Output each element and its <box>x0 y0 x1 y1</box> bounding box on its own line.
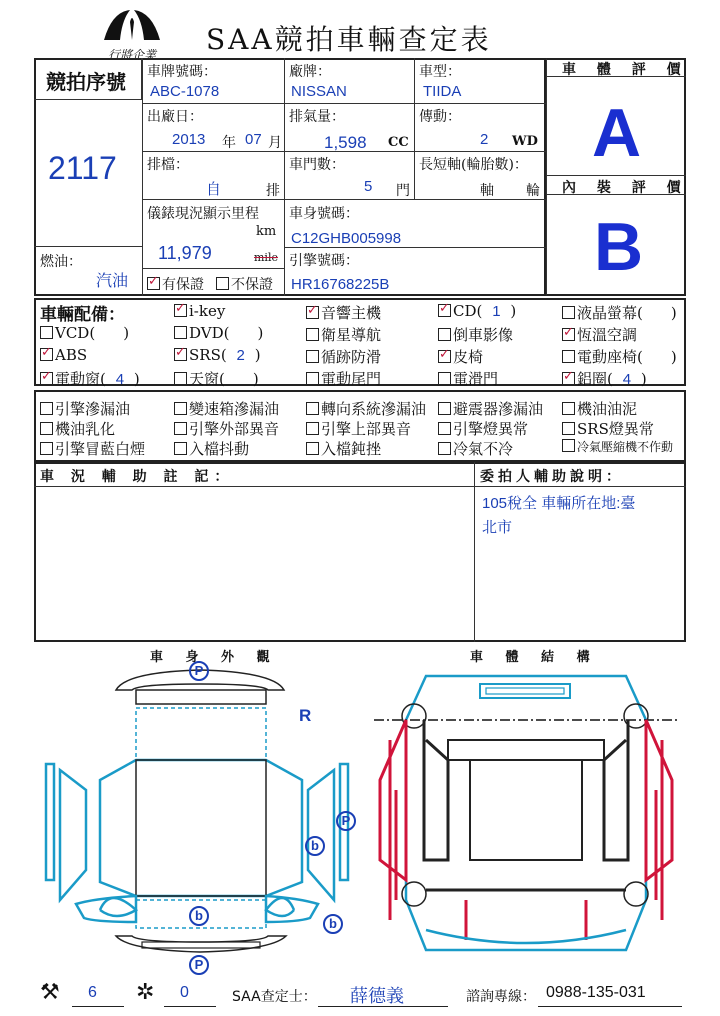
equipment-paren: ) <box>640 370 647 388</box>
equipment-paren: ) <box>257 324 264 342</box>
equipment-paren: ) <box>510 302 517 320</box>
issue-item[interactable] <box>562 418 654 439</box>
equipment-label: 車輛配備： <box>40 305 125 325</box>
mileage-unit-km: km <box>256 224 277 239</box>
equipment-paren: ) <box>670 348 677 366</box>
mileage-value: 11,979 <box>158 243 212 263</box>
month-unit: 月 <box>268 135 282 151</box>
axle-unit-1: 軸 <box>480 183 494 199</box>
drive-unit: WD <box>512 134 538 149</box>
equipment-label: 鋁圈( <box>577 370 613 388</box>
interior-grade-label: 內 裝 評 價 <box>562 180 689 196</box>
issue-label: 機油油泥 <box>577 400 638 418</box>
equipment-paren: ) <box>252 370 259 388</box>
issue-label: 轉向系統滲漏油 <box>321 400 427 418</box>
equipment-checkbox[interactable] <box>562 328 575 341</box>
issue-item[interactable] <box>438 398 543 419</box>
plate-value: ABC-1078 <box>150 83 220 100</box>
issue-label: 引擎滲漏油 <box>55 400 131 418</box>
issue-label: 機油乳化 <box>55 420 116 438</box>
equipment-item[interactable] <box>562 346 677 367</box>
equipment-label: 恆溫空調 <box>577 326 638 344</box>
equipment-checkbox[interactable] <box>174 326 187 339</box>
trans-unit: 排 <box>266 183 280 199</box>
equipment-checkbox[interactable] <box>438 350 451 363</box>
inspector-name: 薛德義 <box>350 986 404 1006</box>
equipment-label: 循跡防滑 <box>321 348 382 366</box>
damage-mark-b-corner: b <box>323 914 343 934</box>
equipment-item[interactable] <box>306 346 381 367</box>
issue-label: 變速箱滲漏油 <box>189 400 280 418</box>
equipment-qty: 2 <box>236 347 245 364</box>
equipment-checkbox[interactable] <box>438 328 451 341</box>
year-value: 2013 <box>172 131 206 148</box>
equipment-checkbox[interactable] <box>438 304 451 317</box>
issue-item[interactable] <box>306 398 426 419</box>
issue-item[interactable] <box>438 438 513 459</box>
issue-item[interactable] <box>306 438 381 459</box>
equipment-checkbox[interactable] <box>174 372 187 385</box>
issue-checkbox[interactable] <box>40 402 53 415</box>
consignor-notes-label: 委拍人輔助說明： <box>480 469 624 485</box>
trans-label: 排檔： <box>147 157 189 173</box>
auction-no-label: 競拍序號 <box>46 70 126 94</box>
issue-item[interactable] <box>40 398 130 419</box>
equipment-item[interactable] <box>174 302 225 320</box>
issue-checkbox[interactable] <box>174 402 187 415</box>
equipment-checkbox[interactable] <box>174 304 187 317</box>
body-grade: A <box>592 95 642 171</box>
issue-label: 引擎外部異音 <box>189 420 280 438</box>
issue-item[interactable] <box>174 418 279 439</box>
equipment-item[interactable] <box>438 324 513 345</box>
equipment-item[interactable] <box>306 368 381 389</box>
consignor-notes-line-2: 北市 <box>482 519 513 536</box>
structure-diagram <box>366 660 686 970</box>
drive-value: 2 <box>480 131 489 148</box>
issue-label: 避震器滲漏油 <box>453 400 544 418</box>
equipment-label: 電動窗( <box>55 370 106 388</box>
equipment-checkbox[interactable] <box>306 306 319 319</box>
engine-label: 引擎號碼： <box>289 253 359 269</box>
equipment-paren: ) <box>254 346 261 364</box>
year-label: 出廠日： <box>147 109 203 125</box>
hotline-label: 諮詢專線： <box>466 989 536 1005</box>
issue-checkbox[interactable] <box>40 442 53 455</box>
equipment-label: 音響主機 <box>321 304 382 322</box>
equipment-label: SRS( <box>189 346 227 364</box>
issue-checkbox[interactable] <box>306 402 319 415</box>
issue-label: 冷氣壓縮機不作動 <box>577 440 674 454</box>
equipment-qty: 4 <box>622 371 632 388</box>
cc-value: 1,598 <box>324 133 367 152</box>
equipment-paren: ) <box>670 304 677 322</box>
equipment-label: 天窗( <box>189 370 225 388</box>
issue-checkbox[interactable] <box>174 422 187 435</box>
notes-panel <box>34 462 686 642</box>
no-warranty-option[interactable]: 不保證 <box>216 274 273 294</box>
exterior-diagram-label: 車 身 外 觀 <box>150 650 279 665</box>
equipment-qty: 1 <box>492 303 501 320</box>
year-unit: 年 <box>222 135 236 151</box>
mileage-unit-mile: mile <box>254 251 278 264</box>
equipment-item[interactable] <box>562 324 637 345</box>
auction-no: 2117 <box>48 150 117 186</box>
equipment-item[interactable] <box>40 346 87 364</box>
equipment-qty: 4 <box>115 371 125 388</box>
damage-mark-p-bottom: P <box>189 955 209 975</box>
equipment-item[interactable] <box>40 324 129 342</box>
equipment-checkbox[interactable] <box>40 326 53 339</box>
interior-grade: B <box>594 209 644 285</box>
equipment-checkbox[interactable] <box>174 348 187 361</box>
condition-notes-label: 車 況 輔 助 註 記： <box>40 469 235 485</box>
issue-item[interactable] <box>174 438 249 459</box>
damage-mark-b-right: b <box>305 836 325 856</box>
equipment-checkbox[interactable] <box>306 328 319 341</box>
cc-unit: CC <box>388 135 409 150</box>
issue-checkbox[interactable] <box>562 402 575 415</box>
equipment-item[interactable] <box>174 368 259 389</box>
issue-checkbox[interactable] <box>562 439 575 452</box>
axle-label: 長短軸(輪胎數)： <box>419 157 528 173</box>
equipment-label: 電動座椅( <box>577 348 643 366</box>
exterior-diagram <box>36 660 366 980</box>
equipment-item[interactable] <box>562 368 647 389</box>
equipment-label: VCD( <box>55 324 96 342</box>
issue-item[interactable] <box>306 418 411 439</box>
doors-value: 5 <box>364 178 373 195</box>
hotline-number: 0988-135-031 <box>546 984 646 1001</box>
model-label: 車型： <box>419 64 461 80</box>
equipment-checkbox[interactable] <box>562 306 575 319</box>
cc-label: 排氣量： <box>289 109 345 125</box>
vin-value: C12GHB005998 <box>291 230 402 247</box>
warranty-checkbox[interactable] <box>147 277 160 290</box>
issue-label: 引擎燈異常 <box>453 420 529 438</box>
issue-label: 引擎冒藍白煙 <box>55 440 146 458</box>
equipment-checkbox[interactable] <box>306 350 319 363</box>
equipment-checkbox[interactable] <box>306 372 319 385</box>
equipment-checkbox[interactable] <box>438 372 451 385</box>
damage-mark-p-right: P <box>336 811 356 831</box>
issue-item[interactable] <box>438 418 528 439</box>
equipment-checkbox[interactable] <box>40 372 53 385</box>
tool-icon: ⚒ <box>40 980 60 1005</box>
issue-checkbox[interactable] <box>174 442 187 455</box>
issue-checkbox[interactable] <box>306 442 319 455</box>
mileage-label: 儀錶現況顯示里程 <box>147 206 259 222</box>
issue-label: 入檔鈍挫 <box>321 440 382 458</box>
equipment-checkbox[interactable] <box>562 350 575 363</box>
damage-mark-b-rear: b <box>189 906 209 926</box>
damage-mark-r: R <box>299 706 312 725</box>
issue-label: 引擎上部異音 <box>321 420 412 438</box>
fuel-label: 燃油： <box>40 254 82 270</box>
equipment-label: 衛星導航 <box>321 326 382 344</box>
model-value: TIIDA <box>423 83 462 100</box>
equipment-item[interactable] <box>40 368 140 389</box>
tool-count: 6 <box>88 984 97 1001</box>
warranty-option[interactable]: ✓有保證 <box>147 274 204 294</box>
issue-item[interactable] <box>40 438 145 459</box>
engine-value: HR16768225B <box>291 276 390 293</box>
wheel-count: 0 <box>180 984 189 1001</box>
equipment-item[interactable] <box>306 302 381 323</box>
issue-checkbox[interactable] <box>438 422 451 435</box>
equipment-item[interactable] <box>438 346 483 367</box>
issue-item[interactable] <box>40 418 115 439</box>
issue-label: 冷氣不冷 <box>453 440 514 458</box>
equipment-label: 電動尾門 <box>321 370 382 388</box>
issue-checkbox[interactable] <box>438 442 451 455</box>
issue-checkbox[interactable] <box>438 402 451 415</box>
company-logo <box>100 8 164 62</box>
structure-diagram-label: 車 體 結 構 <box>470 650 599 665</box>
equipment-label: ABS <box>55 346 88 364</box>
logo-icon <box>100 8 164 42</box>
fuel-value: 汽油 <box>96 273 129 290</box>
issue-item[interactable] <box>562 438 673 455</box>
equipment-checkbox[interactable] <box>562 372 575 385</box>
doors-unit: 門 <box>396 183 410 199</box>
issue-label: SRS燈異常 <box>577 420 654 438</box>
vin-label: 車身號碼： <box>289 206 359 222</box>
equipment-label: i-key <box>189 302 226 320</box>
wheel-icon: ✲ <box>136 980 155 1005</box>
equipment-label: DVD( <box>189 324 230 342</box>
issue-label: 入檔抖動 <box>189 440 250 458</box>
issue-checkbox[interactable] <box>562 422 575 435</box>
equipment-item[interactable] <box>562 302 677 323</box>
equipment-label: CD( <box>453 302 483 320</box>
issue-checkbox[interactable] <box>306 422 319 435</box>
brand-value: NISSAN <box>291 83 347 100</box>
equipment-paren: ) <box>133 370 140 388</box>
damage-mark-p-top: P <box>189 661 209 681</box>
equipment-item[interactable] <box>174 324 263 342</box>
consignor-notes-line-1: 105稅全 車輛所在地:臺 <box>482 495 636 512</box>
axle-unit-2: 輪 <box>526 183 540 199</box>
issue-item[interactable] <box>174 398 279 419</box>
drive-label: 傳動： <box>419 109 461 125</box>
logo-text: 行將企業 <box>107 48 156 62</box>
no-warranty-checkbox[interactable] <box>216 277 229 290</box>
equipment-label: 電滑門 <box>453 370 499 388</box>
equipment-item[interactable] <box>306 324 381 345</box>
month-value: 07 <box>245 131 262 148</box>
equipment-label: 液晶螢幕( <box>577 304 643 322</box>
body-grade-label: 車 體 評 價 <box>562 62 689 78</box>
equipment-checkbox[interactable] <box>40 348 53 361</box>
page-title: SAA競拍車輛查定表 <box>206 23 492 56</box>
equipment-label: 倒車影像 <box>453 326 514 344</box>
plate-label: 車牌號碼： <box>147 64 217 80</box>
brand-label: 廠牌： <box>289 64 331 80</box>
trans-value: 自 <box>206 181 222 198</box>
issue-item[interactable] <box>562 398 637 419</box>
inspector-label: SAA查定士： <box>232 989 317 1005</box>
doors-label: 車門數： <box>289 157 345 173</box>
equipment-item[interactable] <box>438 368 498 389</box>
equipment-label: 皮椅 <box>453 348 484 366</box>
equipment-item[interactable] <box>174 346 261 364</box>
equipment-paren: ) <box>123 324 130 342</box>
issue-checkbox[interactable] <box>40 422 53 435</box>
equipment-item[interactable] <box>438 302 516 320</box>
